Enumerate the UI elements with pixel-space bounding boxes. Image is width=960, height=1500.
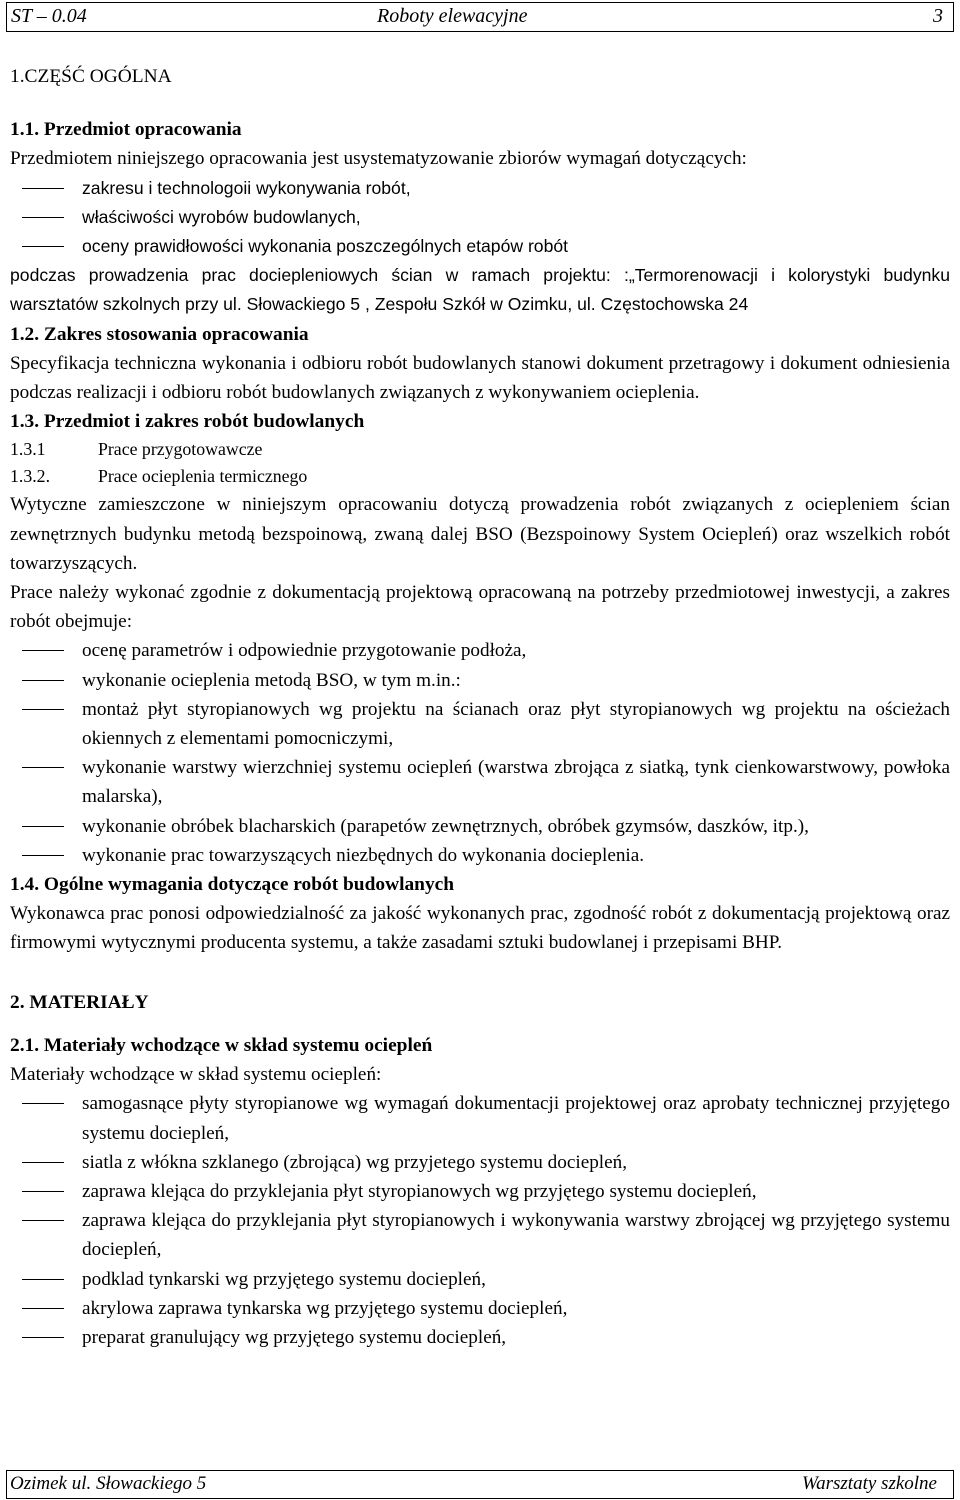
paragraph-1-4: Wykonawca prac ponosi odpowiedzialność za jakość wykonanych prac, zgodność robót z dokumentacją projektową oraz firmowymi wytycznymi producenta systemu, a także zasadami sztuki budowlanej i przepisami BHP. xyxy=(10,903,950,954)
list-item: wykonanie ocieplenia metodą BSO, w tym m.in.: xyxy=(10,666,950,695)
list-item: zaprawa klejąca do przyklejania płyt styropianowych i wykonywania warstwy zbrojącej wg przyjętego systemu dociepleń, xyxy=(10,1206,950,1264)
header-spec-code: ST – 0.04 xyxy=(11,5,87,27)
subsection-1-3-2 xyxy=(10,463,950,490)
list-item: samogasnące płyty styropianowe wg wymagań dokumentacji projektowej oraz aprobaty technicznej przyjętego systemu dociepleń, xyxy=(10,1089,950,1147)
list-item: wykonanie prac towarzyszących niezbędnych do wykonania docieplenia. xyxy=(10,841,950,870)
footer-building: Warsztaty szkolne xyxy=(802,1473,937,1494)
list-1-1 xyxy=(10,174,950,262)
header-title: Roboty elewacyjne xyxy=(377,5,528,27)
header-page-number: 3 xyxy=(933,5,943,27)
list-1-3 xyxy=(10,636,950,870)
list-item: akrylowa zaprawa tynkarska wg przyjętego systemu dociepleń, xyxy=(10,1294,950,1323)
list-item: zaprawa klejąca do przyklejania płyt styropianowych wg przyjętego systemu dociepleń, xyxy=(10,1177,950,1206)
heading-1-2: 1.2. Zakres stosowania opracowania xyxy=(10,323,309,345)
list-item: właściwości wyrobów budowlanych, xyxy=(10,203,950,232)
page-footer xyxy=(6,1470,954,1499)
paragraph-1-1: podczas prowadzenia prac dociepleniowych ścian w ramach projektu: :„Termorenowacji i kolorystyki budynku warsztatów szkolnych przy ul. Słowackiego 5 , Zespołu Szkół w Ozimku, ul. Częstochowska 24 xyxy=(10,265,950,315)
list-item: preparat granulujący wg przyjętego systemu dociepleń, xyxy=(10,1323,950,1352)
section-1-title: 1.CZĘŚĆ OGÓLNA xyxy=(10,66,172,87)
page-header xyxy=(6,2,954,32)
subsection-1-3-1 xyxy=(10,436,950,463)
list-item: wykonanie warstwy wierzchniej systemu ociepleń (warstwa zbrojąca z siatką, tynk cienkowarstwowy, powłoka malarska), xyxy=(10,753,950,811)
list-item: siatla z włókna szklanego (zbrojąca) wg przyjetego systemu dociepleń, xyxy=(10,1148,950,1177)
heading-1-4: 1.4. Ogólne wymagania dotyczące robót budowlanych xyxy=(10,874,455,896)
list-item: montaż płyt styropianowych wg projektu na ścianach oraz płyt styropianowych wg projektu na ościeżach okiennych z elementami pomocniczymi, xyxy=(10,695,950,753)
paragraph-1-2: Specyfikacja techniczna wykonania i odbioru robót budowlanych stanowi dokument przetragowy i dokument odniesienia podczas realizacji i odbioru robót budowlanych związanych z wykonywaniem ocieplenia. xyxy=(10,352,950,404)
subsection-title: Prace przygotowawcze xyxy=(98,439,263,460)
list-item: wykonanie obróbek blacharskich (parapetów zewnętrznych, obróbek gzymsów, daszków, itp.), xyxy=(10,812,950,841)
subsection-number: 1.3.1 xyxy=(10,439,46,460)
subsection-number: 1.3.2. xyxy=(10,466,51,487)
list-2-1 xyxy=(10,1089,950,1352)
list-item: ocenę parametrów i odpowiednie przygotowanie podłoża, xyxy=(10,636,950,665)
section-2-title: 2. MATERIAŁY xyxy=(10,991,149,1013)
intro-1-1: Przedmiotem niniejszego opracowania jest usystematyzowanie zbiorów wymagań dotyczących: xyxy=(10,148,747,170)
footer-address: Ozimek ul. Słowackiego 5 xyxy=(10,1473,207,1494)
intro-2-1: Materiały wchodzące w skład systemu ociepleń: xyxy=(10,1064,382,1086)
list-item: podklad tynkarski wg przyjętego systemu dociepleń, xyxy=(10,1265,950,1294)
document-body xyxy=(10,62,950,1352)
paragraph-1-3-b: Prace należy wykonać zgodnie z dokumentacją projektową opracowaną na potrzeby przedmiotowej inwestycji, a zakres robót obejmuje: xyxy=(10,582,950,633)
list-item: zakresu i technologoii wykonywania robót, xyxy=(10,174,950,203)
paragraph-1-3-a: Wytyczne zamieszczone w niniejszym opracowaniu dotyczą prowadzenia robót związanych z ociepleniem ścian zewnętrznych budynku metodą bezspoinową, zwaną dalej BSO (Bezspoinowy System Ociepleń) oraz wszelkich robót towarzyszących. xyxy=(10,494,950,574)
list-item: oceny prawidłowości wykonania poszczególnych etapów robót xyxy=(10,232,950,261)
heading-1-1: 1.1. Przedmiot opracowania xyxy=(10,119,242,141)
heading-2-1: 2.1. Materiały wchodzące w skład systemu ociepleń xyxy=(10,1034,433,1056)
heading-1-3: 1.3. Przedmiot i zakres robót budowlanych xyxy=(10,411,365,433)
subsection-title: Prace ocieplenia termicznego xyxy=(98,466,308,487)
